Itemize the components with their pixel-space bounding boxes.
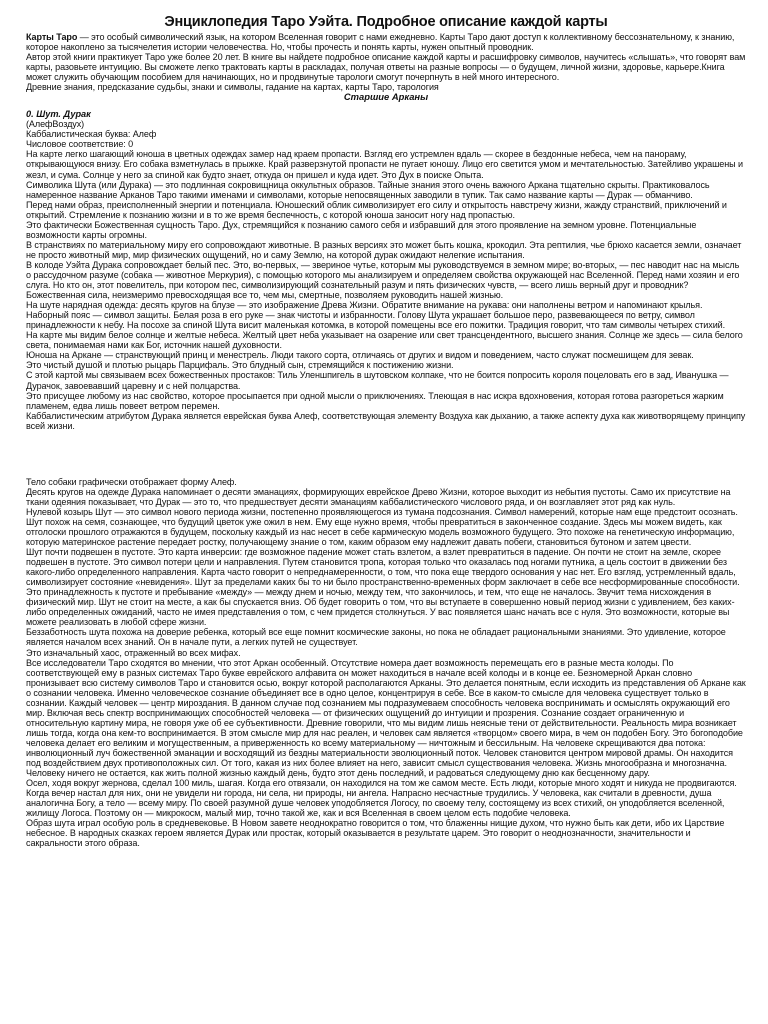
document-title: Энциклопедия Таро Уэйта. Подробное описание каждой карты (164, 14, 608, 30)
paragraph: Это принадлежность к пустоте и пребывание «между» — между днем и ночью, между тем, что закончилось, и тем, что еще не началось. Звучит тема нисхождения в физический мир. Шут не стоит на месте, а как бы спускается вниз. Об будет говорить о том, что вы вступаете в совершенно новый период жизни с удивлением, без каких-либо определенных ожиданий, часто не имея представления о том, с чем придется столкнуться. У вас появляется шанс начать все с нуля. Это возможности, которые вы можете реализовать в любой сфере жизни. (26, 587, 735, 628)
paragraph: Это изначальный хаос, отраженный во всех мифах. (26, 647, 241, 658)
paragraph: Образ шута играл особую роль в средневековье. В Новом завете неоднократно говорится о том, что блаженны нищие духом, что нужно быть как дети, ибо их Царствие небесное. В народных сказках героем является Дурак или простак, который оказывается в результате царем. Это говорит о неоднозначности, значительности и сакральности этого образа. (26, 818, 725, 849)
paragraph: Осел, ходя вокруг жернова, сделал 100 миль, шагая. Когда его отвязали, он находился на том же самом месте. Есть люди, которые много ходят и никуда не продвигаются. Когда вечер настал для них, они не увидели ни города, ни села, ни природы, ни ангела. Напрасно несчастные трудились. У человека, как считали в древности, душа аналогична Богу, а тело — всему миру. По своей разумной душе человек уподобляется Логосу, по своему телу, состоящему из всех стихий, он уподобляется вселенной, жилищу Логоса. Поэтому он — микрокосм, малый мир, точно такой же, как и вся Вселенная в своем целом есть подобие человека. (26, 778, 737, 819)
paragraph: Тело собаки графически отображает форму Алеф. (26, 476, 237, 487)
card-subtitle: (АлефВоздух) (26, 119, 85, 130)
paragraph: На шуте нарядная одежда: десять кругов на блузе — это изображение Древа Жизни. Обратите внимание на рукава: они наполнены ветром и напоминают крылья. Наборный пояс — символ защиты. Белая роза в его руке — знак чистоты и избранности. Голову Шута украшает большое перо, развевающееся по ветру, символ принадлежности к небу. На посохе за спиной Шута висит маленькая котомка, в которой помещены все его пожитки. Традиция говорит, что там символы четырех стихий. (26, 300, 726, 331)
body-block-1 (26, 149, 746, 430)
paragraph: Все исследователи Таро сходятся во мнении, что этот Аркан особенный. Отсутствие номера дает возможность перемещать его в разные места колоды. По соответствующей ему в разных системах Таро букве еврейского алфавита он может находиться в начале всей колоды и в конце ее. Безномерной Аркан словно пронизывает всю систему символов Таро и становится осью, вокруг которой располагаются Арканы. Это делается понятным, если исходить из представления об Аркане как о сознании человека. Именно человеческое сознание объединяет все в одно целое, концентрируя в себе. Все в каком-то смысле для человека существует только в сознании. Каждый человек — центр мироздания. В данном случае под сознанием мы подразумеваем способность человека воспринимать и осмыслять окружающий его мир. Включая весь спектр воспринимающих способностей человека — от физических ощущений до интуиции и прозрения. Сознание создает ограниченную и относительную картину мира, не говоря уже об ее субъективности. Древние говорили, что мы видим лишь неясные тени от действительности. Реальность мира возникает лишь тогда, когда она кем-то воспринимается. В этом смысле мир для нас реален, и человек сам является «творцом» своего мира, в чем он подобен Богу. Это богоподобие человека делает его великим и могущественным, а приверженность ко всему материальному — ничтожным и бессильным. На человеке скрещиваются два потока: инволюционный луч божественной эманации и восходящий из бездны материальности эволюционный поток. Человек становится центром мировой драмы. Он находится под воздействием двух противоположных сил. От того, какая из них более влияет на него, зависит смысл существования человека. Жизнь многообразна и многозначна. Человеку ничего не остается, как жить полной жизнью каждый день, будто этот день последний, и радоваться следующему дню как бесценному дару. (26, 657, 746, 779)
card-number: Числовое соответствие: 0 (26, 139, 134, 150)
paragraph: С этой картой мы связываем всех божественных простаков: Тиль Уленшпигель в шутовском колпаке, что не боится попросить короля поцеловать его в зад, Иванушка — Дурачок, завоевавший царевну и с ней полцарства. (26, 370, 729, 391)
paragraph: В колоде Уэйта Дурака сопровождает белый пес. Это, во-первых, — звериное чутье, которым мы руководствуемся в земном мире; во-вторых, — пес наводит нас на мысль о рассудочном разуме (собака — животное Меркурия), с помощью которого мы анализируем и определяем свойства окружающей нас Вселенной. Перед нами хозяин и его слуга. Но кто он, этот повелитель, при котором пес, символизирующий сознательный разум и пять физических чувств, — всего лишь верный друг и проводник? Божественная сила, неизмеримо превосходящая все то, чем мы, смертные, позволяем руководить нашей жизнью. (26, 259, 740, 301)
card-letter: Каббалистическая буква: Алеф (26, 129, 157, 140)
paragraph: Это фактически Божественная сущность Таро. Дух, стремящийся к познанию самого себя и избравший для этого проявление на земном уровне. Потенциальные возможности карты огромны. (26, 219, 697, 240)
section-title: Старшие Арканы (343, 91, 429, 103)
body-block-2 (26, 477, 746, 849)
intro-paragraph (26, 32, 746, 52)
paragraph: Беззаботность шута похожа на доверие ребенка, который все еще помнит космические законы, но пока не обладает рациональными знаниями. Это удивление, которое является началом всех знаний. Он в начале пути, а легких путей не существует. (26, 627, 726, 648)
paragraph: Нулевой козырь Шут — это символ нового периода жизни, постепенно проявляющегося из тумана подсознания. Символ намерений, которые нам еще предстоит осознать. Шут похож на семя, сознающее, что будущий цветок уже ожил в нем. Ему еще нужно время, чтобы превратиться в законченное создание. Здесь мы можем видеть, как отголоски прошлого отражаются в будущем, поскольку каждый из нас несет в себе кармическую модель возможного будущего. Это похоже на генетическую информацию, которую материнское растение передает ростку, получающему знание о том, каким образом ему надлежит давать побеги, становиться бутоном и затем цвести. (26, 506, 738, 548)
paragraph: Это чистый душой и плотью рыцарь Парцифаль. Это блудный сын, стремящийся к постижению жизни. (26, 360, 454, 371)
page-gap (26, 431, 746, 477)
paragraph: Перед нами образ, преисполненный энергии и потенциала. Юношеский облик символизирует его силу и открытость навстречу жизни, жажду странствий, приключений и открытий. Стремление к познанию жизни и в то же время беспечность, с которой юноша заносит ногу над пропастью. (26, 199, 727, 220)
paragraph: Юноша на Аркане — странствующий принц и менестрель. Люди такого сорта, отличаясь от других и видом и поведением, часто служат посмешищем для зевак. (26, 350, 694, 361)
paragraph: Это присущее любому из нас свойство, которое просыпается при одной мысли о приключениях. Тлеющая в нас искра вдохновения, которая готова разгореться жарким пламенем, едва лишь повеет ветром перемен. (26, 390, 724, 411)
paragraph: Каббалистическим атрибутом Дурака является еврейская буква Алеф, соответствующая элементу Воздуха как дыханию, а также аспекту духа как животворящему принципу всей жизни. (26, 410, 746, 431)
paragraph: Символика Шута (или Дурака) — это подлинная сокровищница оккультных образов. Тайные знания этого очень важного Аркана тщательно скрыты. Практиковалось намеренное название Арканов Таро такими именами и символами, которые непосвященных заводили в тупик. Так само название карты — Дурак — обманчиво. (26, 179, 710, 200)
paragraph: Шут почти подвешен в пустоте. Это карта инверсии: где возможное падение может стать взлетом, а взлет превратиться в падение. Он почти не стоит на земле, скорее подвешен в пустоте. Это символ потери цели и направления. Путем становится тропа, которая только что оказалась под ногами путника, а цель состоит в движении без какого-либо определенного направления. Карта часто говорит о непреднамеренности, о том, что пока еще твердого основания у нас нет. Его взгляд, устремленный вдаль, символизирует состояние «невидения». Шут за пределами каких бы то ни было пространственно-временных форм заключает в себе все несформированные способности. (26, 547, 740, 588)
paragraph: В странствиях по материальному миру его сопровождают животные. В разных версиях это может быть кошка, крокодил. Эта рептилия, чье брюхо касается земли, означает не просто животный мир, мир физических ощущений, но и саму Землю, на которой дурак ожидают нелегкие испытания. (26, 239, 742, 260)
intro-paragraph-2: Автор этой книги практикует Таро уже более 20 лет. В книге вы найдете подробное описание каждой карты и расшифровку символов, научитесь «слышать», что говорят вам карты, разовьете интуицию. Вы сможете легко трактовать карты в раскладах, получая ответы на разные вопросы — о будущем, личной жизни, здоровье, карьере.Книга может служить обучающим пособием для начинающих, но и продвинутые тарологи смогут почерпнуть в ней много интересного. (26, 52, 746, 83)
intro-lead: Карты Таро (26, 32, 78, 42)
paragraph: На карте мы видим белое солнце и желтые небеса. Желтый цвет неба указывает на озарение или свет трансцендентного, высшего знания. Солнце же здесь — сила белого света, понимаемая нами как Бог, источник нашей духовности. (26, 330, 743, 351)
card-title: 0. Шут. Дурак (26, 108, 91, 119)
paragraph: Десять кругов на одежде Дурака напоминает о десяти эманациях, формирующих еврейское Древо Жизни, которое выходит из небытия пустоты. Само их присутствие на ткани одеяния показывает, что Дурак — это то, что предшествует десяти эманациям каббалистического числового ряда, и он возглавляет этот ряд как нуль. (26, 486, 731, 507)
paragraph: На карте легко шагающий юноша в цветных одеждах замер над краем пропасти. Взгляд его устремлен вдаль — скорее в бездонные небеса, чем на панораму, открывающуюся внизу. Его собака взметнулась в прыжке. Край разверзнутой пропасти не пугает юношу. Лицо его светится умом и мечтательностью. Затейливо украшены и жезл, и сума. Солнце у него за спиной как будто знает, откуда он пришел и куда идет. Это Дух в поиске Опыта. (26, 149, 743, 180)
intro-keywords: Древние знания, предсказание судьбы, знаки и символы, гадание на картах, карты Таро, тарология (26, 82, 439, 93)
intro-text: — это особый символический язык, на котором Вселенная говорит с нами ежедневно. Карты Таро дают доступ к коллективному бессознательному, к знанию, которое накоплено за тысячелетия истории человечества. Но, чтобы прочесть и понять карты, нужен опытный проводник. (26, 32, 735, 53)
